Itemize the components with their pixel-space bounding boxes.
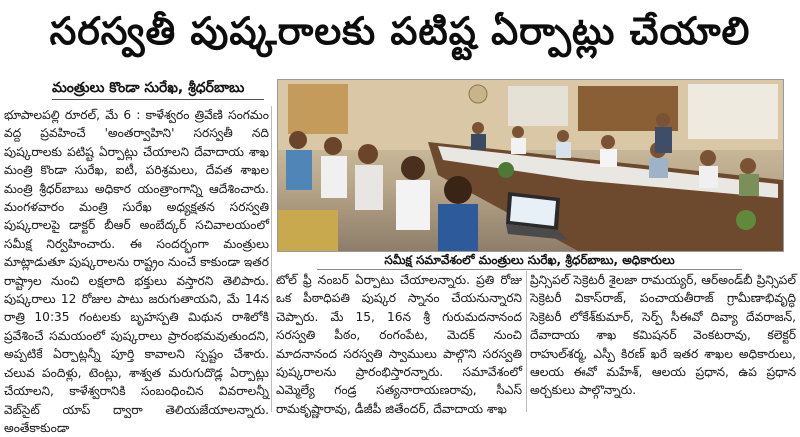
column-divider-right [526, 271, 527, 412]
meeting-photo [277, 79, 784, 252]
article-column-left [4, 106, 269, 437]
byline-box [52, 78, 264, 100]
column-divider-left [271, 106, 272, 412]
article-column-right [530, 271, 796, 400]
byline: మంత్రులు కొండా సురేఖ, శ్రీధర్‌బాబు [52, 79, 245, 96]
article-paragraph-left: భూపాలపల్లి రూరల్‌, మే 6 : కాళేశ్వరం త్రివేణి సంగమం వద్ద ప్రవహించే 'అంతర్వాహిని' సరస్వతీ నది పుష్కరాలకు పటిష్ట ఏర్పాట్లు చేయాలని దేవాదాయ శాఖ మంత్రి కొండా సురేఖ, ఐటీ, పరిశ్రమలు, దేవత శాఖల మంత్రి శ్రీధర్‌బాబు అధికార యంత్రాంగాన్ని ఆదేశించారు. మంగళవారం మంత్రి సురేఖ అధ్యక్షతన సరస్వతి పుష్కరాలపై డాక్టర్‌ బీఆర్‌ అంబేద్కర్‌ సచివాలయంలో సమీక్ష నిర్వహించారు. ఈ సందర్భంగా మంత్రులు మాట్లాడుతూ పుష్కరాలను రాష్ట్రం నుంచే కాకుండా ఇతర రాష్ట్రాల నుంచి లక్షలాది భక్తులు వస్తారని తెలిపారు. పుష్కరాలు 12 రోజుల పాటు జరుగుతాయని, మే 14న రాత్రి 10:35 గంటలకు బృహస్పతి మిథున రాశిలోకి ప్రవేశించే సమయంలో పుష్కరాలు ప్రారంభమవుతుందని, అప్పటికే ఏర్పాట్లన్నీ పూర్తి కావాలని స్పష్టం చేశారు. చలువ పందిళ్లు, టెంట్లు, శాశ్వత మరుగుదొడ్ల ఏర్పాట్లు చేయాలని, కాళేశ్వరానికి సంబంధించిన వివరాలన్నీ వెబ్‌సైట్‌ యాప్‌ ద్వారా తెలియజేయాలన్నారు. అంతేకాకుండా [4, 108, 269, 435]
headline: సరస్వతీ పుష్కరాలకు పటిష్ట ఏర్పాట్లు చేయాలి [49, 9, 751, 53]
photo-caption: సమీక్ష సమావేశంలో మంత్రులు సురేఖ, శ్రీధర్‌బాబు, అధికారులు [277, 252, 782, 268]
meeting-photo-illustration [278, 80, 783, 251]
article-paragraph-middle: టోల్‌ ఫ్రీ నంబర్‌ ఏర్పాటు చేయాలన్నారు. ప్రతి రోజు ఒక పీఠాధిపతి పుష్కర స్నానం చేయనున్నారని చెప్పారు. మే 15, 16న శ్రీ గురుమదనానంద సరస్వతి పీఠం, రంగంపేట, మెదక్‌ నుంచి మాదనానంద సరస్వతి స్వాములు పాల్గొని సరస్వతి పుష్కరాలను ప్రారంభిస్తారన్నారు. సమావేశంలో ఎమ్మెల్యే గండ్ర సత్యనారాయణరావు, సీఎస్‌ రామకృష్ణారావు, డీజీపీ జితేందర్‌, దేవాదాయ శాఖ [276, 273, 522, 416]
article-column-middle [276, 271, 522, 418]
article-paragraph-right: ప్రిన్సిపల్‌ సెక్రెటరీ శైలజా రామయ్యర్‌, ఆర్‌అండ్‌బీ ప్రిన్సిపల్‌ సెక్రెటరీ వికాస్‌రాజ్‌, పంచాయతీరాజ్‌ గ్రామీణాభివృద్ధి సెక్రెటరీ లోకేశ్‌కుమార్‌, సెర్ప్‌ సీఈవో దివ్యా దేవరాజన్‌, దేవాదాయ శాఖ కమిషనర్‌ వెంకటరావు, కలెక్టర్‌ రాహుల్‌శర్మ, ఎస్పీ కిరణ్‌ ఖరే ఇతర శాఖల అధికారులు, ఆలయ ఈవో మహేశ్‌, ఆలయ ప్రధాన, ఉప ప్రధాన అర్చకులు పాల్గొన్నారు. [530, 273, 796, 398]
